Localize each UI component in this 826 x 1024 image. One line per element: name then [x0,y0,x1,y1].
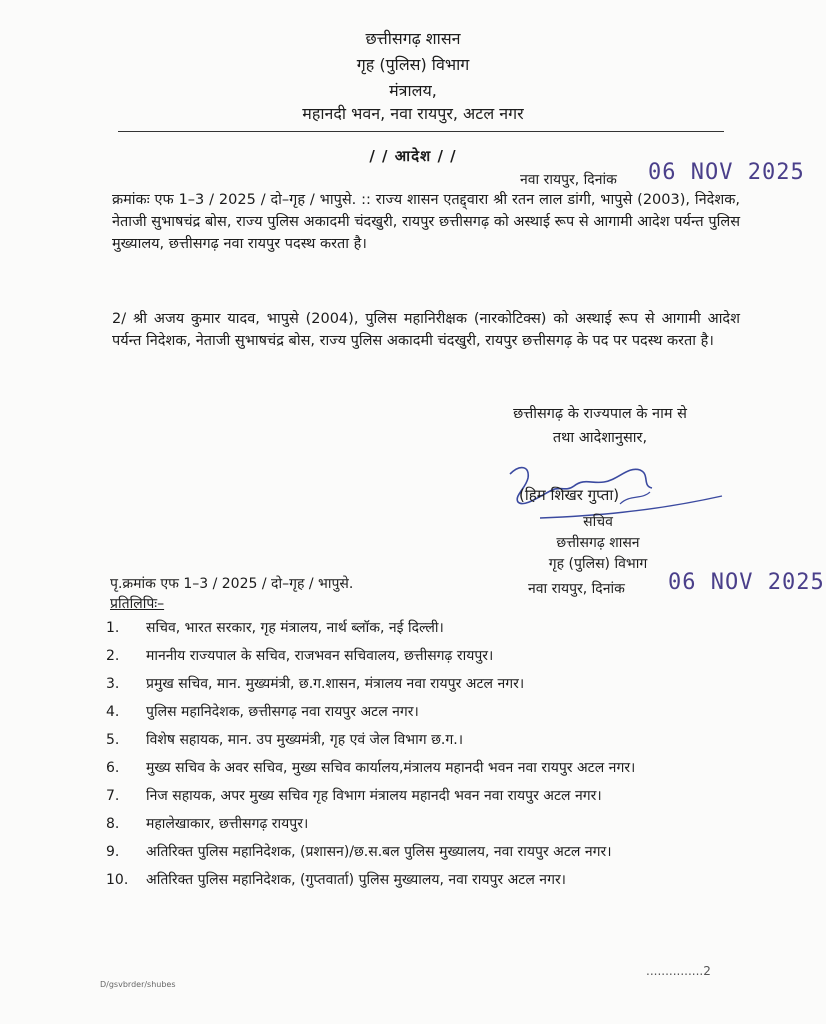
order-title: / / आदेश / / [369,147,457,165]
list-item-number: 6. [106,760,120,776]
list-item-number: 10. [106,872,129,888]
list-item-number: 2. [106,648,120,664]
list-item [106,646,726,667]
header-line-2: गृह (पुलिस) विभाग [356,55,470,74]
copy-heading: प्रतिलिपिः– [110,596,165,612]
list-item-number: 8. [106,816,120,832]
header-line-4: महानदी भवन, नवा रायपुर, अटल नगर [302,104,524,123]
list-item-number: 7. [106,788,120,804]
list-item [106,730,726,751]
signatory-block [498,512,698,575]
list-item-text: महालेखाकार, छत्तीसगढ़ रायपुर। [146,816,309,832]
list-item-number: 1. [106,620,120,636]
list-item [106,786,726,807]
order-paragraph-1: क्रमांकः एफ 1–3 / 2025 / दो–गृह / भापुसे. :: राज्य शासन एतद्द्वारा श्री रतन लाल डांगी, भापुसे (2003), निदेशक, नेताजी सुभाषचंद्र बोस, राज्य पुलिस अकादमी चंदखुरी, रायपुर छत्तीसगढ़ को अस्थाई रूप से आगामी आदेश पर्यन्त पुलिस मुख्यालय, छत्तीसगढ़ नवा रायपुर पदस्थ करता है। [112,192,740,252]
list-item [106,870,726,891]
signatory-designation: सचिव [583,514,613,530]
authority-line-2: तथा आदेशानुसार, [552,430,648,446]
list-item-number: 5. [106,732,120,748]
date-stamp: 06 NOV 2025 [648,160,805,185]
header-divider [118,131,724,132]
list-item [106,842,726,863]
header-line-3: मंत्रालय, [389,81,437,100]
footer-file-ref: D/gsvbrder/shubes [100,980,176,989]
list-item-text: विशेष सहायक, मान. उप मुख्यमंत्री, गृह एवं जेल विभाग छ.ग.। [146,732,464,748]
list-item-text: सचिव, भारत सरकार, गृह मंत्रालय, नार्थ ब्लॉक, नई दिल्ली। [146,620,444,636]
list-item-text: माननीय राज्यपाल के सचिव, राजभवन सचिवालय, छत्तीसगढ़ रायपुर। [146,648,494,664]
list-item-text: अतिरिक्त पुलिस महानिदेशक, (गुप्तवार्ता) पुलिस मुख्यालय, नवा रायपुर अटल नगर। [146,872,566,888]
list-item [106,618,726,639]
authority-line-1: छत्तीसगढ़ के राज्यपाल के नाम से [513,406,687,422]
copy-reference: पृ.क्रमांक एफ 1–3 / 2025 / दो–गृह / भापुसे. [110,576,354,592]
order-paragraph-2: 2/ श्री अजय कुमार यादव, भापुसे (2004), पुलिस महानिरीक्षक (नारकोटिक्स) को अस्थाई रूप से आगामी आदेश पर्यन्त निदेशक, नेताजी सुभाषचंद्र बोस, राज्य पुलिस अकादमी चंदखुरी, रायपुर छत्तीसगढ़ के पद पर पदस्थ करता है। [112,311,740,349]
signatory-org-1: छत्तीसगढ़ शासन [556,535,640,551]
list-item [106,758,726,779]
list-item [106,674,726,695]
signatory-name: (हिम शिखर गुप्ता) [519,486,620,504]
list-item-text: मुख्य सचिव के अवर सचिव, मुख्य सचिव कार्यालय,मंत्रालय महानदी भवन नवा रायपुर अटल नगर। [146,760,636,776]
page-continuation: ...............2 [646,964,711,978]
list-item-text: प्रमुख सचिव, मान. मुख्यमंत्री, छ.ग.शासन, मंत्रालय नवा रायपुर अटल नगर। [146,676,525,692]
authority-block [470,402,730,450]
list-item-text: निज सहायक, अपर मुख्य सचिव गृह विभाग मंत्रालय महानदी भवन नवा रायपुर अटल नगर। [146,788,602,804]
order-date-text: नवा रायपुर, दिनांक [520,172,617,188]
list-item-number: 3. [106,676,120,692]
signatory-org-2: गृह (पुलिस) विभाग [548,556,648,572]
list-item [106,702,726,723]
list-item-number: 9. [106,844,120,860]
list-item-text: पुलिस महानिदेशक, छत्तीसगढ़ नवा रायपुर अटल नगर। [146,704,419,720]
signatory-date-stamp: 06 NOV 2025 [668,570,825,595]
copy-list [106,618,726,898]
list-item-text: अतिरिक्त पुलिस महानिदेशक, (प्रशासन)/छ.स.बल पुलिस मुख्यालय, नवा रायपुर अटल नगर। [146,844,612,860]
signatory-date-text: नवा रायपुर, दिनांक [528,581,625,597]
list-item [106,814,726,835]
header-line-1: छत्तीसगढ़ शासन [365,29,461,48]
list-item-number: 4. [106,704,120,720]
